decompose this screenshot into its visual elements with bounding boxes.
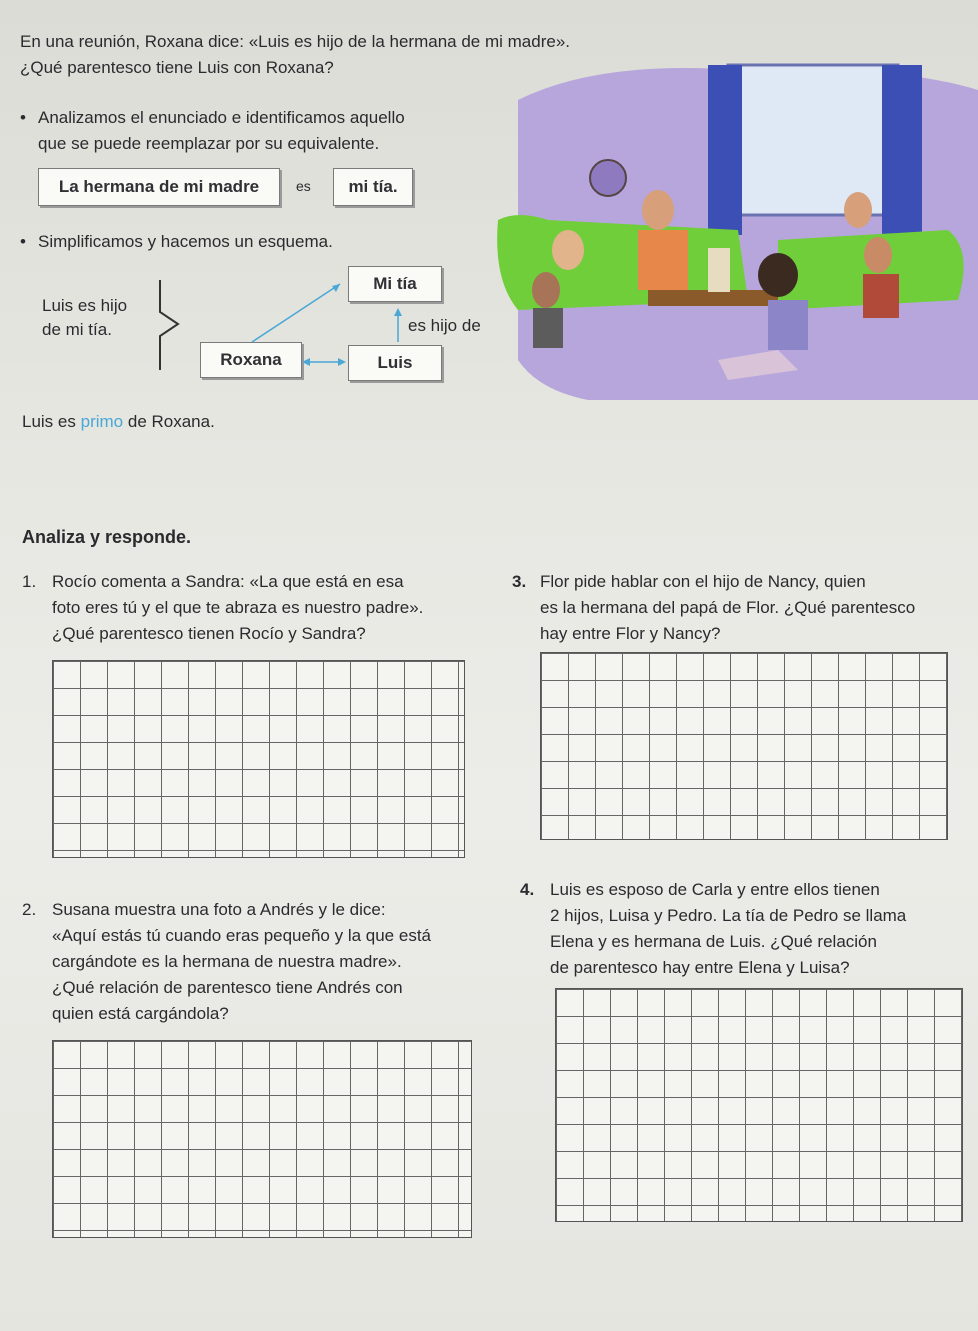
problem-3-number: 3. <box>512 572 527 591</box>
problem-4-line-3: Elena y es hermana de Luis. ¿Qué relación <box>550 932 877 951</box>
problem-1-line-1: Rocío comenta a Sandra: «La que está en esa <box>52 572 404 591</box>
problem-4-line-2: 2 hijos, Luisa y Pedro. La tía de Pedro se llama <box>550 906 907 925</box>
schema-arrows <box>190 270 430 380</box>
conclusion-suffix: de Roxana. <box>127 412 215 431</box>
problem-2-line-2: «Aquí estás tú cuando eras pequeño y la que está <box>52 926 431 945</box>
section-title: Analiza y responde. <box>22 527 192 547</box>
step1-line-2: que se puede reemplazar por su equivalente. <box>38 134 380 153</box>
step1-line-1: Analizamos el enunciado e identificamos aquello <box>38 108 405 127</box>
schema-relation: es hijo de <box>408 316 481 335</box>
problem-4-line-1: Luis es esposo de Carla y entre ellos tienen <box>550 880 880 899</box>
equivalence-es: es <box>296 178 311 194</box>
problem-2-answer-grid[interactable] <box>52 1040 472 1238</box>
conclusion-prefix: Luis es <box>22 412 76 431</box>
conclusion <box>22 410 215 434</box>
problem-4-answer-grid[interactable] <box>555 988 963 1222</box>
schema-node-mi-tia: Mi tía <box>348 266 442 302</box>
problem-2-line-4: ¿Qué relación de parentesco tiene Andrés con <box>52 978 403 997</box>
problem-1-line-2: foto eres tú y el que te abraza es nuestro padre». <box>52 598 424 617</box>
equivalence-right-box: mi tía. <box>333 168 413 206</box>
problem-2-line-1: Susana muestra una foto a Andrés y le dice: <box>52 900 386 919</box>
problem-3-line-1: Flor pide hablar con el hijo de Nancy, quien <box>540 572 866 591</box>
schema-side-line-2: de mi tía. <box>42 320 112 339</box>
conclusion-highlight-primo: primo <box>80 412 124 431</box>
problem-1-number: 1. <box>22 572 37 591</box>
problem-2-number: 2. <box>22 900 37 919</box>
equivalence-left-box: La hermana de mi madre <box>38 168 280 206</box>
step1-bullet: • <box>20 108 26 127</box>
step2-text: Simplificamos y hacemos un esquema. <box>38 232 333 251</box>
problem-3-line-3: hay entre Flor y Nancy? <box>540 624 721 643</box>
step2-bullet: • <box>20 232 26 251</box>
schema-node-roxana: Roxana <box>200 342 302 378</box>
schema-side-line-1: Luis es hijo <box>42 296 128 315</box>
problem-1-line-3: ¿Qué parentesco tienen Rocío y Sandra? <box>52 624 366 643</box>
problem-1-answer-grid[interactable] <box>52 660 465 858</box>
family-living-room-illustration <box>478 60 978 400</box>
problem-3-answer-grid[interactable] <box>540 652 948 840</box>
problem-4-line-4: de parentesco hay entre Elena y Luisa? <box>550 958 850 977</box>
intro-line-2: ¿Qué parentesco tiene Luis con Roxana? <box>20 58 334 77</box>
intro-line-1: En una reunión, Roxana dice: «Luis es hijo de la hermana de mi madre». <box>20 32 571 51</box>
problem-4-number: 4. <box>520 880 535 899</box>
problem-3-line-2: es la hermana del papá de Flor. ¿Qué parentesco <box>540 598 916 617</box>
problem-2-line-3: cargándote es la hermana de nuestra madre». <box>52 952 402 971</box>
problem-2-line-5: quien está cargándola? <box>52 1004 229 1023</box>
schema-node-luis: Luis <box>348 345 442 381</box>
